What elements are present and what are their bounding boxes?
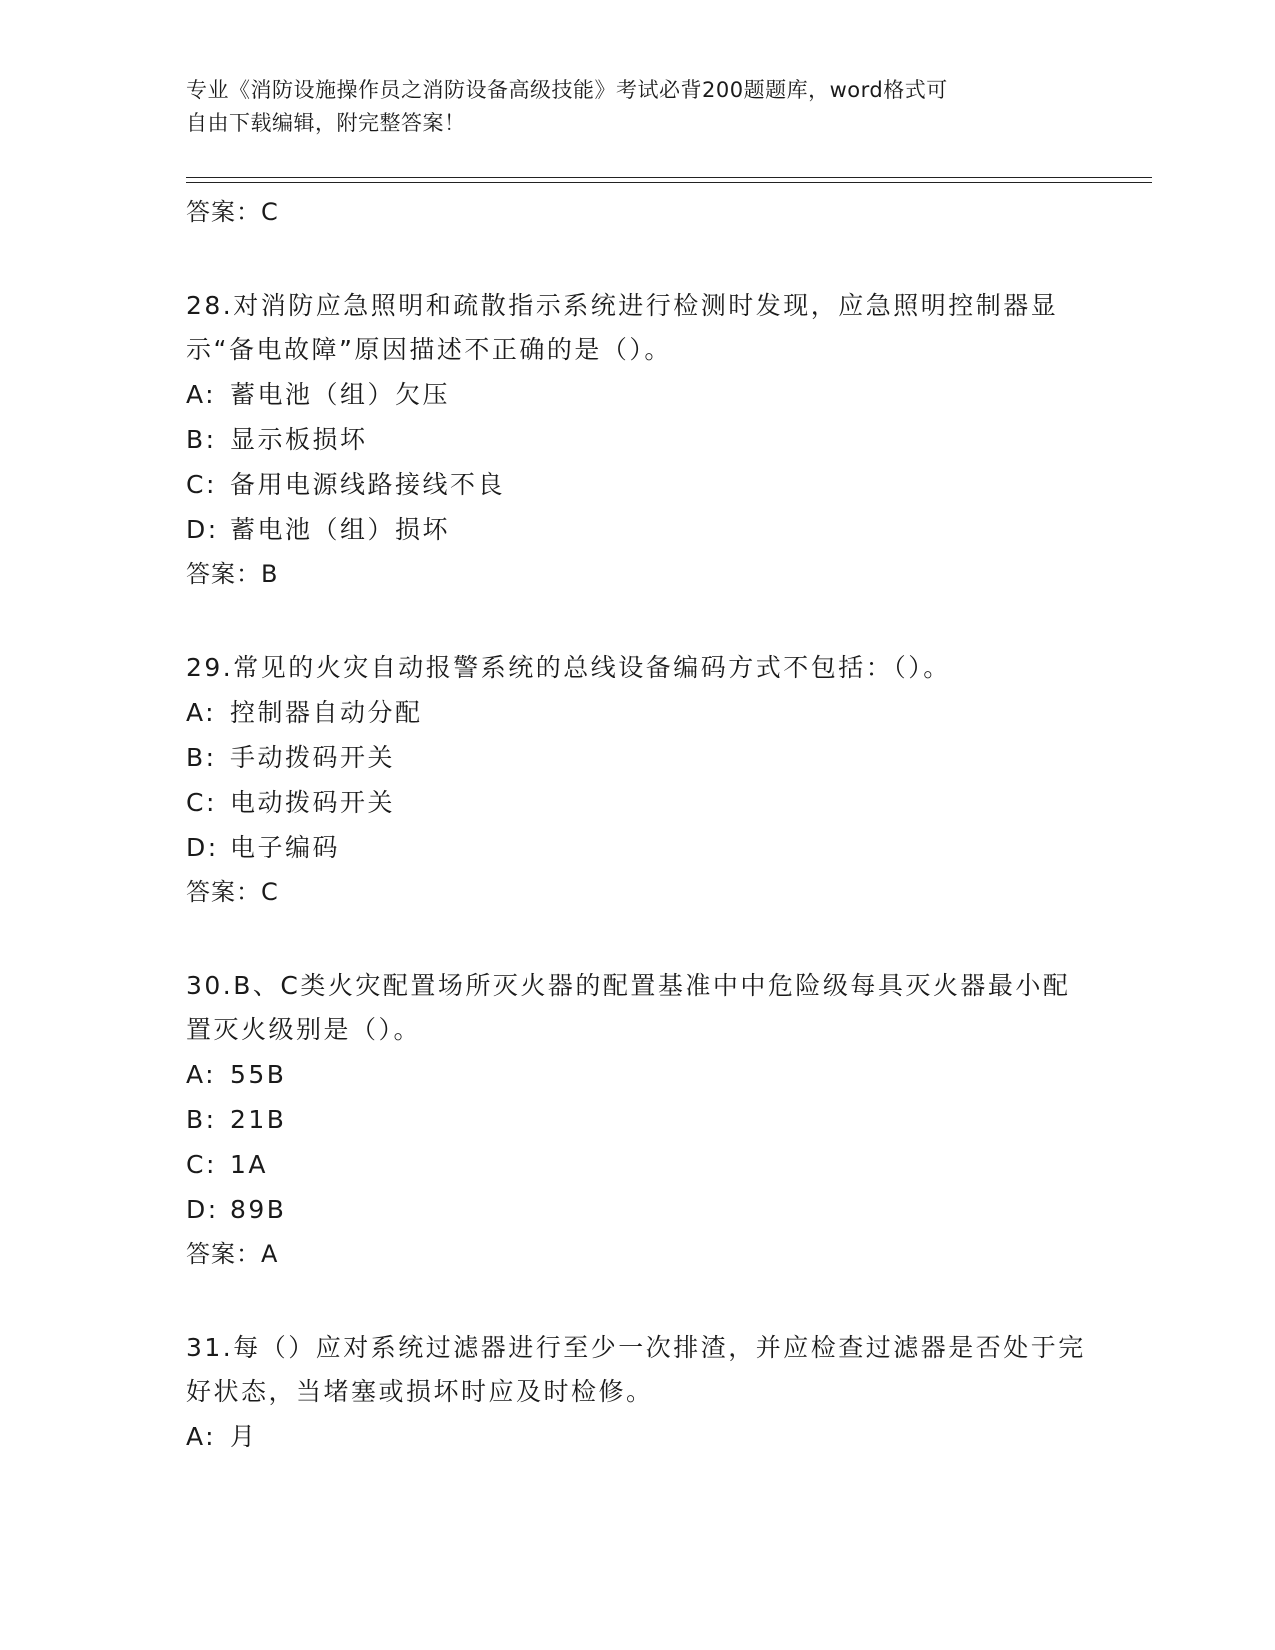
question-text: 31.每（）应对系统过滤器进行至少一次排渣，并应检查过滤器是否处于完好状态，当堵塞或损坏时应及时检修。 [186, 1333, 1086, 1406]
option-key: D: [186, 1195, 219, 1224]
option-b [186, 1097, 1086, 1142]
option-key: D: [186, 833, 219, 862]
header-line-2: 自由下载编辑，附完整答案！ [186, 111, 466, 135]
header-line-1: 专业《消防设施操作员之消防设备高级技能》考试必背200题题库，word格式可 [186, 78, 948, 102]
question-31 [186, 1326, 1086, 1459]
option-text: 手动拨码开关 [230, 743, 396, 772]
answer-line: 答案：A [186, 1240, 279, 1268]
option-text: 蓄电池（组）欠压 [230, 380, 451, 409]
option-key: C: [186, 1150, 217, 1179]
option-text: 89B [230, 1195, 287, 1224]
option-text: 备用电源线路接线不良 [230, 470, 506, 499]
option-c [186, 462, 1086, 507]
question-30 [186, 964, 1086, 1276]
document-body [186, 190, 1086, 1459]
option-key: D: [186, 515, 219, 544]
question-text: 28.对消防应急照明和疏散指示系统进行检测时发现，应急照明控制器显示“备电故障”原因描述不正确的是（）。 [186, 291, 1059, 364]
answer-line: 答案：B [186, 560, 279, 588]
option-c [186, 1142, 1086, 1187]
option-key: A: [186, 380, 217, 409]
question-29 [186, 646, 1086, 914]
option-key: A: [186, 698, 217, 727]
option-text: 电子编码 [230, 833, 341, 862]
option-key: B: [186, 1105, 217, 1134]
header-divider-bottom [186, 182, 1152, 183]
option-text: 21B [230, 1105, 287, 1134]
option-key: B: [186, 743, 217, 772]
option-text: 电动拨码开关 [230, 788, 396, 817]
question-28 [186, 284, 1086, 596]
option-text: 显示板损坏 [230, 425, 368, 454]
option-key: B: [186, 425, 217, 454]
question-text: 29.常见的火灾自动报警系统的总线设备编码方式不包括：（）。 [186, 653, 951, 682]
option-text: 蓄电池（组）损坏 [230, 515, 451, 544]
answer-line: 答案：C [186, 878, 279, 906]
option-text: 控制器自动分配 [230, 698, 423, 727]
option-a [186, 690, 1086, 735]
answer-line: 答案：C [186, 198, 279, 226]
option-a [186, 372, 1086, 417]
option-b [186, 417, 1086, 462]
document-header [186, 74, 1086, 140]
option-key: C: [186, 788, 217, 817]
option-b [186, 735, 1086, 780]
option-d [186, 1187, 1086, 1232]
option-d [186, 825, 1086, 870]
option-key: A: [186, 1422, 217, 1451]
option-a [186, 1414, 1086, 1459]
option-text: 月 [230, 1422, 258, 1451]
option-key: A: [186, 1060, 217, 1089]
question-text: 30.B、C类火灾配置场所灭火器的配置基准中中危险级每具灭火器最小配置灭火级别是（）。 [186, 971, 1071, 1044]
option-a [186, 1052, 1086, 1097]
option-key: C: [186, 470, 217, 499]
option-text: 55B [230, 1060, 287, 1089]
option-text: 1A [230, 1150, 269, 1179]
option-d [186, 507, 1086, 552]
header-divider-top [186, 177, 1152, 178]
option-c [186, 780, 1086, 825]
